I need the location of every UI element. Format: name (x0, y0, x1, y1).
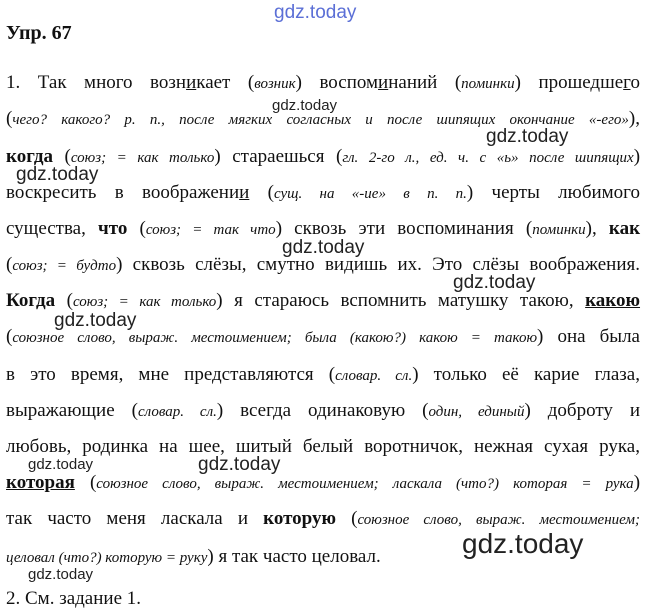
watermark: gdz.today (462, 528, 584, 559)
text-line-6: (союз; = будто) сквозь слёзы, смутно видишь их. Это слёзы воображения. (6, 254, 640, 275)
text-line-2: (чего? какого? р. п., после мягких согласных и после шипящих окончание «-его»), (6, 108, 640, 129)
text-line-11: любовь, родинка на шее, шитый белый воротничок, нежная сухая рука, (6, 436, 640, 457)
text-line-8: (союзное слово, выраж. местоимением; была (какою?) какою = такою) она была (6, 326, 640, 347)
text-line-10: выражающие (словар. сл.) всегда одинаковую (один, единый) доброту и (6, 400, 640, 421)
watermark: gdz.today (198, 454, 281, 475)
text-line-9: в это время, мне представляются (словар. сл.) только её карие глаза, (6, 364, 640, 385)
watermark: gdz.today (54, 310, 137, 331)
text-line-7: Когда (союз; = как только) я стараюсь вспомнить матушку такою, какою (6, 290, 641, 311)
exercise-title: Упр. 67 (6, 22, 72, 44)
text-line-14: целовал (что?) которую = руку) я так часто целовал. (6, 546, 381, 567)
text-line-5: существа, что (союз; = так что) сквозь эти воспоминания (поминки), как (6, 218, 641, 239)
watermark: gdz.today (28, 566, 94, 583)
text-line-1: 1. Так много возникает (возник) воспоминаний (поминки) прошедшего (6, 72, 640, 93)
text-line-13: так часто меня ласкала и которую (союзное слово, выраж. местоимением; (6, 508, 640, 529)
text-line-15: 2. См. задание 1. (6, 588, 142, 609)
watermark: gdz.today (486, 126, 569, 147)
watermark: gdz.today (453, 272, 536, 293)
watermark: gdz.today (272, 97, 338, 114)
watermark: gdz.today (16, 164, 99, 185)
watermark: gdz.today (274, 2, 357, 23)
text-line-4: воскресить в воображении (сущ. на «-ие» в п. п.) черты любимого (6, 182, 640, 203)
watermark: gdz.today (28, 456, 94, 473)
watermark: gdz.today (282, 237, 365, 258)
text-line-12: которая (союзное слово, выраж. местоимением; ласкала (что?) которая = рука) (6, 472, 641, 493)
text-line-3: когда (союз; = как только) стараешься (гл. 2-го л., ед. ч. с «ь» после шипящих) (6, 146, 641, 167)
